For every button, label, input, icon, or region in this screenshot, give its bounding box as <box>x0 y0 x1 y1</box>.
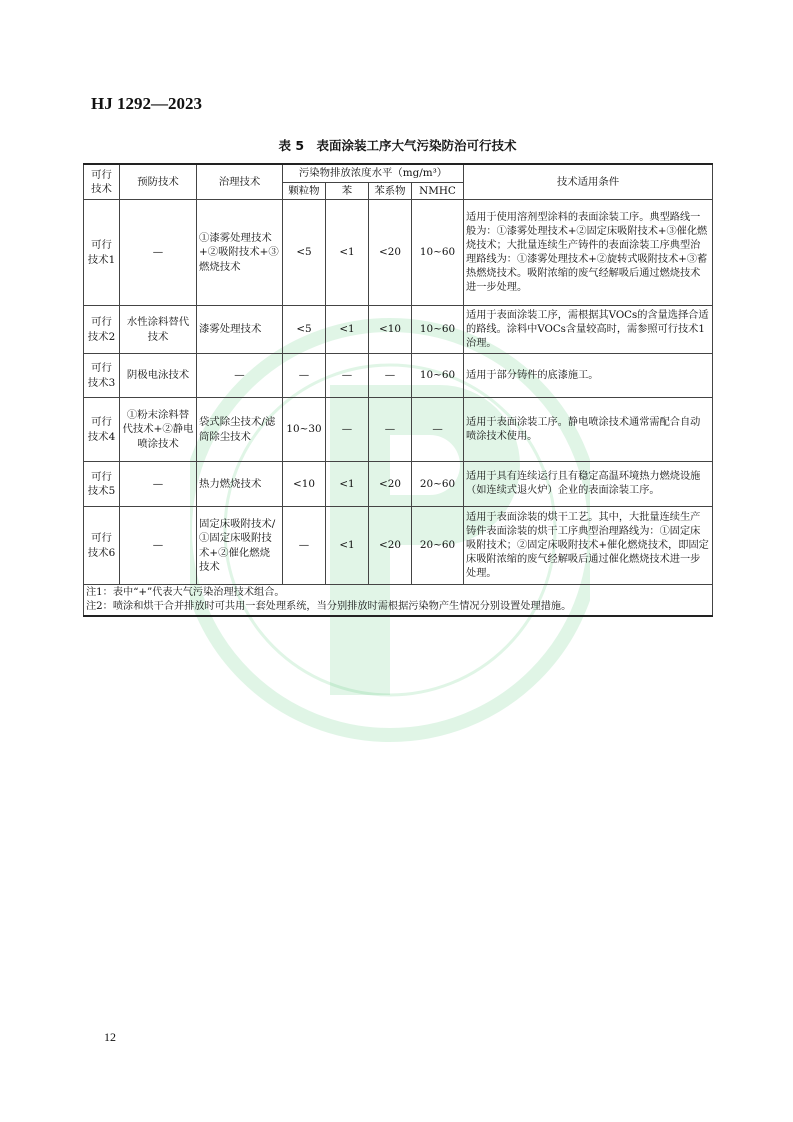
col-header-nmhc: NMHC <box>412 182 464 200</box>
col-header-treatment: 治理技术 <box>197 164 283 200</box>
benzene-cell: <1 <box>326 507 369 585</box>
nmhc-cell: — <box>412 398 464 462</box>
table-row <box>84 507 713 585</box>
table-row <box>84 398 713 462</box>
particulate-cell: — <box>283 354 326 398</box>
page-number: 12 <box>104 1030 116 1044</box>
benzene-series-cell: <20 <box>369 507 412 585</box>
tech-name: 可行技术4 <box>84 398 120 462</box>
col-header-prevention: 预防技术 <box>120 164 197 200</box>
benzene-cell: <1 <box>326 200 369 306</box>
benzene-series-cell: — <box>369 398 412 462</box>
treatment-cell: 固定床吸附技术/①固定床吸附技术+②催化燃烧技术 <box>197 507 283 585</box>
feasible-technology-table <box>83 163 713 617</box>
col-header-benzene-series: 苯系物 <box>369 182 412 200</box>
prevention-cell: ①粉末涂料替代技术+②静电喷涂技术 <box>120 398 197 462</box>
benzene-series-cell: <20 <box>369 200 412 306</box>
nmhc-cell: 20~60 <box>412 462 464 507</box>
nmhc-cell: 10~60 <box>412 306 464 354</box>
applicability-cell: 适用于表面涂装的烘干工艺。其中，大批量连续生产铸件表面涂装的烘干工序典型治理路线为：①固定床吸附技术；②固定床吸附技术+催化燃烧技术，即固定床吸附浓缩的废气经解吸后通过催化燃烧技术进一步处理。 <box>464 507 713 585</box>
benzene-series-cell: <20 <box>369 462 412 507</box>
tech-name: 可行技术6 <box>84 507 120 585</box>
prevention-cell: — <box>120 507 197 585</box>
table-row <box>84 306 713 354</box>
particulate-cell: 10~30 <box>283 398 326 462</box>
prevention-cell: 阴极电泳技术 <box>120 354 197 398</box>
table-notes <box>84 585 713 617</box>
col-header-benzene: 苯 <box>326 182 369 200</box>
tech-name: 可行技术3 <box>84 354 120 398</box>
col-header-technology: 可行技术 <box>84 164 120 200</box>
col-header-emission-level: 污染物排放浓度水平（mg/m³） <box>283 164 464 182</box>
prevention-cell: — <box>120 200 197 306</box>
header-row <box>84 164 713 182</box>
table-title: 表 5 表面涂装工序大气污染防治可行技术 <box>278 138 517 153</box>
applicability-cell: 适用于具有连续运行且有稳定高温环境热力燃烧设施（如连续式退火炉）企业的表面涂装工序。 <box>464 462 713 507</box>
tech-name: 可行技术5 <box>84 462 120 507</box>
col-header-particulate: 颗粒物 <box>283 182 326 200</box>
applicability-cell: 适用于使用溶剂型涂料的表面涂装工序。典型路线一般为：①漆雾处理技术+②固定床吸附技术+③催化燃烧技术；大批量连续生产铸件的表面涂装工序典型治理路线为：①漆雾处理技术+②旋转式吸附技术+③蓄热燃烧技术。吸附浓缩的废气经解吸后通过燃烧技术进一步处理。 <box>464 200 713 306</box>
col-header-applicability: 技术适用条件 <box>464 164 713 200</box>
table-row <box>84 200 713 306</box>
applicability-cell: 适用于表面涂装工序，需根据其VOCs的含量选择合适的路线。涂料中VOCs含量较高时，需参照可行技术1治理。 <box>464 306 713 354</box>
nmhc-cell: 20~60 <box>412 507 464 585</box>
benzene-series-cell: — <box>369 354 412 398</box>
benzene-cell: — <box>326 398 369 462</box>
note-2: 注2：喷涂和烘干合并排放时可共用一套处理系统，当分别排放时需根据污染物产生情况分别设置处理措施。 <box>86 601 572 612</box>
benzene-cell: <1 <box>326 306 369 354</box>
particulate-cell: <5 <box>283 200 326 306</box>
tech-name: 可行技术1 <box>84 200 120 306</box>
table-row <box>84 462 713 507</box>
prevention-cell: 水性涂料替代技术 <box>120 306 197 354</box>
treatment-cell: 热力燃烧技术 <box>197 462 283 507</box>
nmhc-cell: 10~60 <box>412 200 464 306</box>
nmhc-cell: 10~60 <box>412 354 464 398</box>
benzene-series-cell: <10 <box>369 306 412 354</box>
document-code: HJ 1292—2023 <box>91 94 202 113</box>
particulate-cell: <5 <box>283 306 326 354</box>
treatment-cell: ①漆雾处理技术+②吸附技术+③燃烧技术 <box>197 200 283 306</box>
treatment-cell: 漆雾处理技术 <box>197 306 283 354</box>
tech-name: 可行技术2 <box>84 306 120 354</box>
applicability-cell: 适用于部分铸件的底漆施工。 <box>464 354 713 398</box>
note-1: 注1：表中“+”代表大气污染治理技术组合。 <box>86 587 285 598</box>
benzene-cell: — <box>326 354 369 398</box>
applicability-cell: 适用于表面涂装工序。静电喷涂技术通常需配合自动喷涂技术使用。 <box>464 398 713 462</box>
treatment-cell: — <box>197 354 283 398</box>
notes-row <box>84 585 713 617</box>
prevention-cell: — <box>120 462 197 507</box>
benzene-cell: <1 <box>326 462 369 507</box>
particulate-cell: <10 <box>283 462 326 507</box>
table-row <box>84 354 713 398</box>
particulate-cell: — <box>283 507 326 585</box>
treatment-cell: 袋式除尘技术/滤筒除尘技术 <box>197 398 283 462</box>
